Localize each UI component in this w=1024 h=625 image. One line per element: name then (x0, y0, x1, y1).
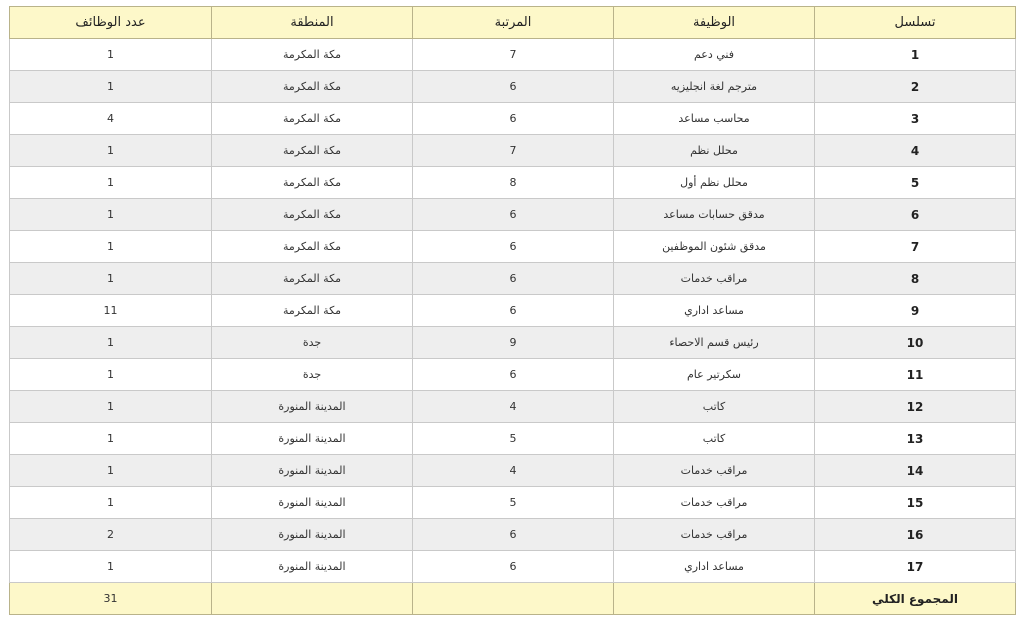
cell-job: كاتب (614, 391, 815, 423)
cell-serial: 12 (815, 391, 1016, 423)
cell-count: 1 (10, 263, 212, 295)
cell-serial: 3 (815, 103, 1016, 135)
cell-region: مكة المكرمة (212, 103, 413, 135)
cell-serial: 11 (815, 359, 1016, 391)
cell-job: مدقق شئون الموظفين (614, 231, 815, 263)
cell-job: مساعد اداري (614, 295, 815, 327)
cell-region: مكة المكرمة (212, 295, 413, 327)
header-job: الوظيفة (614, 7, 815, 39)
cell-job: فني دعم (614, 39, 815, 71)
cell-grade: 5 (413, 487, 614, 519)
cell-region: مكة المكرمة (212, 135, 413, 167)
table-row (10, 391, 1016, 423)
cell-count: 11 (10, 295, 212, 327)
total-row (10, 583, 1016, 615)
cell-serial: 5 (815, 167, 1016, 199)
total-empty-job (614, 583, 815, 615)
cell-region: المدينة المنورة (212, 519, 413, 551)
table-row (10, 551, 1016, 583)
cell-region: المدينة المنورة (212, 423, 413, 455)
table-row (10, 455, 1016, 487)
cell-grade: 4 (413, 455, 614, 487)
cell-grade: 6 (413, 519, 614, 551)
table-body (10, 39, 1016, 583)
cell-job: مراقب خدمات (614, 519, 815, 551)
cell-job: محلل نظم أول (614, 167, 815, 199)
cell-count: 2 (10, 519, 212, 551)
cell-serial: 14 (815, 455, 1016, 487)
cell-serial: 8 (815, 263, 1016, 295)
cell-job: مترجم لغة انجليزيه (614, 71, 815, 103)
cell-region: المدينة المنورة (212, 391, 413, 423)
cell-job: كاتب (614, 423, 815, 455)
cell-serial: 13 (815, 423, 1016, 455)
cell-region: مكة المكرمة (212, 39, 413, 71)
cell-grade: 7 (413, 39, 614, 71)
total-empty-grade (413, 583, 614, 615)
header-grade: المرتبة (413, 7, 614, 39)
table-row (10, 167, 1016, 199)
jobs-table (9, 6, 1016, 615)
cell-grade: 9 (413, 327, 614, 359)
cell-count: 1 (10, 167, 212, 199)
cell-serial: 6 (815, 199, 1016, 231)
total-count: 31 (10, 583, 212, 615)
table-row (10, 327, 1016, 359)
cell-region: مكة المكرمة (212, 231, 413, 263)
cell-job: محلل نظم (614, 135, 815, 167)
cell-job: مراقب خدمات (614, 455, 815, 487)
table-row (10, 359, 1016, 391)
cell-serial: 10 (815, 327, 1016, 359)
table-row (10, 263, 1016, 295)
cell-region: المدينة المنورة (212, 487, 413, 519)
jobs-table-container (9, 6, 1015, 615)
cell-grade: 6 (413, 71, 614, 103)
cell-count: 1 (10, 199, 212, 231)
total-empty-region (212, 583, 413, 615)
cell-job: مراقب خدمات (614, 487, 815, 519)
cell-serial: 15 (815, 487, 1016, 519)
table-row (10, 487, 1016, 519)
cell-serial: 1 (815, 39, 1016, 71)
header-count: عدد الوظائف (10, 7, 212, 39)
cell-grade: 4 (413, 391, 614, 423)
cell-serial: 7 (815, 231, 1016, 263)
cell-region: المدينة المنورة (212, 551, 413, 583)
cell-job: مدقق حسابات مساعد (614, 199, 815, 231)
cell-count: 1 (10, 423, 212, 455)
header-serial: تسلسل (815, 7, 1016, 39)
table-row (10, 423, 1016, 455)
cell-region: مكة المكرمة (212, 263, 413, 295)
cell-job: محاسب مساعد (614, 103, 815, 135)
cell-count: 1 (10, 231, 212, 263)
header-row (10, 7, 1016, 39)
cell-job: سكرتير عام (614, 359, 815, 391)
cell-grade: 8 (413, 167, 614, 199)
cell-grade: 6 (413, 295, 614, 327)
table-header (10, 7, 1016, 39)
cell-count: 1 (10, 135, 212, 167)
cell-serial: 16 (815, 519, 1016, 551)
cell-region: جدة (212, 327, 413, 359)
cell-region: مكة المكرمة (212, 167, 413, 199)
header-region: المنطقة (212, 7, 413, 39)
table-row (10, 295, 1016, 327)
cell-region: مكة المكرمة (212, 71, 413, 103)
cell-job: رئيس قسم الاحصاء (614, 327, 815, 359)
cell-count: 1 (10, 391, 212, 423)
cell-job: مراقب خدمات (614, 263, 815, 295)
cell-count: 1 (10, 39, 212, 71)
cell-grade: 6 (413, 263, 614, 295)
cell-count: 1 (10, 71, 212, 103)
cell-grade: 6 (413, 551, 614, 583)
cell-region: جدة (212, 359, 413, 391)
cell-serial: 17 (815, 551, 1016, 583)
cell-region: المدينة المنورة (212, 455, 413, 487)
cell-count: 1 (10, 327, 212, 359)
table-row (10, 103, 1016, 135)
cell-serial: 9 (815, 295, 1016, 327)
table-row (10, 39, 1016, 71)
cell-serial: 2 (815, 71, 1016, 103)
cell-count: 1 (10, 487, 212, 519)
cell-grade: 7 (413, 135, 614, 167)
cell-count: 1 (10, 455, 212, 487)
table-row (10, 519, 1016, 551)
cell-grade: 5 (413, 423, 614, 455)
cell-job: مساعد اداري (614, 551, 815, 583)
cell-region: مكة المكرمة (212, 199, 413, 231)
table-row (10, 231, 1016, 263)
table-footer (10, 583, 1016, 615)
cell-count: 1 (10, 359, 212, 391)
table-row (10, 135, 1016, 167)
cell-grade: 6 (413, 231, 614, 263)
cell-count: 1 (10, 551, 212, 583)
cell-grade: 6 (413, 199, 614, 231)
total-label: المجموع الكلي (815, 583, 1016, 615)
table-row (10, 71, 1016, 103)
cell-grade: 6 (413, 359, 614, 391)
cell-count: 4 (10, 103, 212, 135)
cell-grade: 6 (413, 103, 614, 135)
table-row (10, 199, 1016, 231)
cell-serial: 4 (815, 135, 1016, 167)
